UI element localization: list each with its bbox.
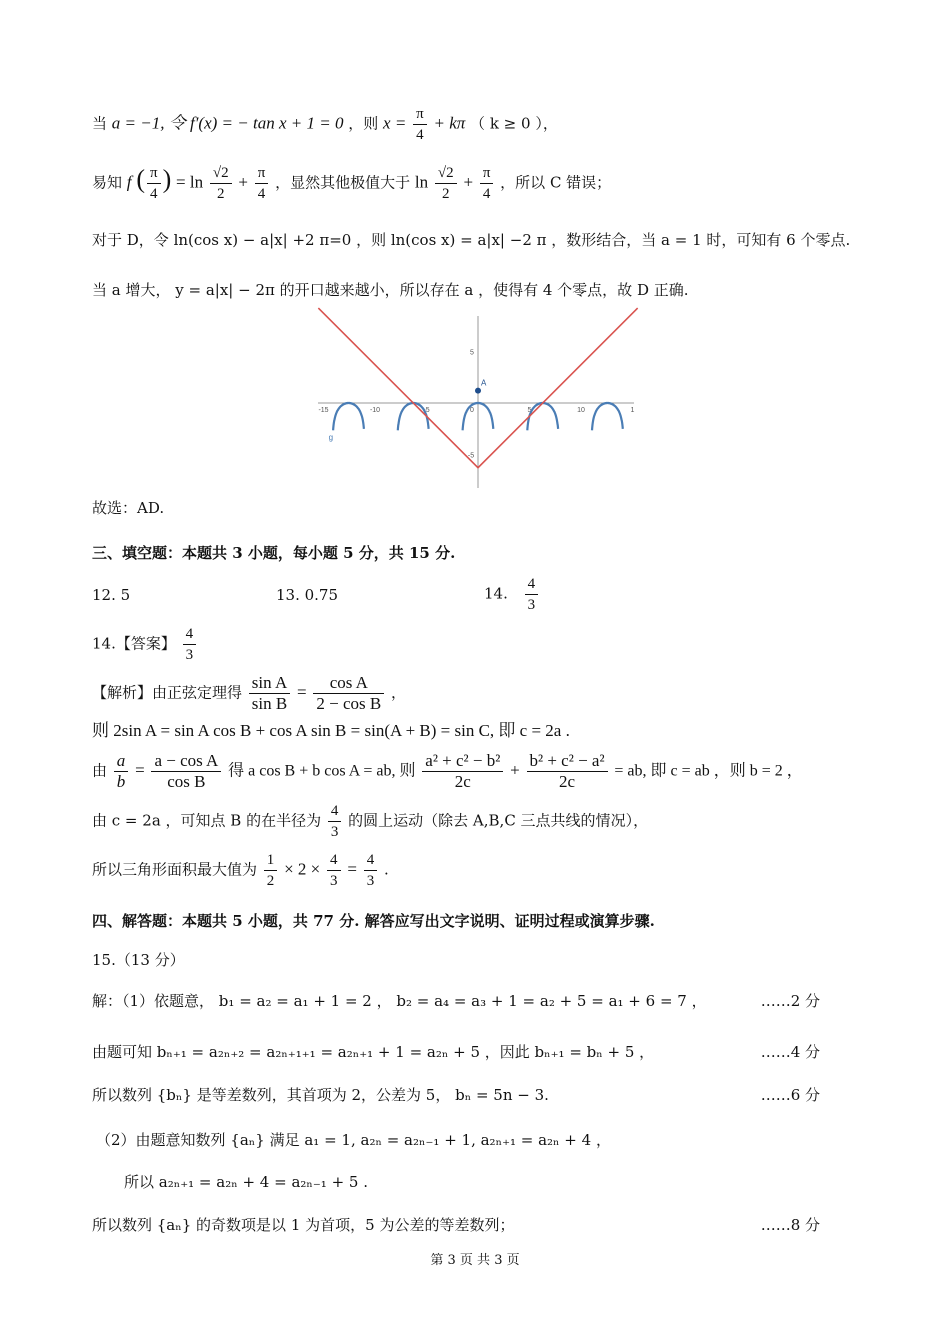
answer-14 xyxy=(484,574,540,615)
numerator: π xyxy=(255,163,269,184)
question-15: 15.（13 分） xyxy=(92,951,185,969)
denominator: 3 xyxy=(527,597,536,613)
x-tick-label: -15 xyxy=(318,407,329,414)
section-title-4: 四、解答题：本题共 5 小题，共 77 分. 解答应写出文字说明、证明过程或演算步骤. xyxy=(92,912,655,930)
text: 由 c = 2a ，可知点 B 的在半径为 xyxy=(92,811,322,830)
text: ，则 xyxy=(348,114,379,133)
curve-g-branch xyxy=(333,403,364,430)
numerator: π xyxy=(413,104,427,125)
numerator: a² + c² − b² xyxy=(422,751,503,772)
page-footer: 第 3 页 共 3 页 xyxy=(430,1253,520,1268)
fraction xyxy=(364,850,378,891)
denominator: sin B xyxy=(251,694,288,713)
solution-line-2: 由题可知 bₙ₊₁ = a₂ₙ₊₂ = a₂ₙ₊₁₊₁ = a₂ₙ₊₁ + 1 = a₂ₙ + 5 ，因此 bₙ₊₁ = bₙ + 5 ， xyxy=(92,1043,655,1061)
text: 易知 xyxy=(92,173,123,192)
text: ，显然其他极值大于 xyxy=(275,173,411,192)
fraction xyxy=(313,673,384,714)
denominator: 2 xyxy=(216,186,225,202)
numerator: cos A xyxy=(313,673,384,694)
fraction xyxy=(422,751,503,792)
fraction xyxy=(255,163,269,204)
numerator: √2 xyxy=(210,163,232,184)
answer-14-heading xyxy=(92,624,198,665)
numerator: 4 xyxy=(364,850,378,871)
denominator: 2c xyxy=(559,772,576,791)
x-tick-label: 10 xyxy=(577,407,585,414)
denominator: 3 xyxy=(185,647,194,663)
denominator: 3 xyxy=(330,873,338,889)
score-mark: ……4 分 xyxy=(760,1043,820,1061)
score-mark: ……6 分 xyxy=(760,1086,820,1104)
text: . xyxy=(383,860,389,879)
solution-line-5: 所以 a₂ₙ₊₁ = a₂ₙ + 4 = a₂ₙ₋₁ + 5 . xyxy=(124,1173,369,1191)
text: （ k ≥ 0 ）， xyxy=(470,114,558,133)
text: 的圆上运动（除去 A,B,C 三点共线的情况）， xyxy=(348,811,649,830)
analysis-line-1 xyxy=(92,673,406,714)
score-mark: ……2 分 xyxy=(760,992,820,1010)
point-a-label: A xyxy=(481,378,487,388)
numerator: 4 xyxy=(525,574,539,595)
y-tick-label: -5 xyxy=(467,452,475,460)
section-title-3: 三、填空题：本题共 3 小题，每小题 5 分，共 15 分. xyxy=(92,544,456,562)
numerator: a − cos A xyxy=(151,751,221,772)
point-a xyxy=(475,388,481,394)
equation: + kπ xyxy=(433,113,466,133)
answer-row xyxy=(92,584,130,606)
solution-line-4: （2）由题意知数列 {aₙ} 满足 a₁ = 1, a₂ₙ = a₂ₙ₋₁ + 1, a₂ₙ₊₁ = a₂ₙ + 4 ， xyxy=(96,1131,611,1149)
plus: + xyxy=(238,172,248,192)
analysis-line-3 xyxy=(92,751,803,792)
text: 所以三角形面积最大值为 xyxy=(92,860,258,879)
fraction xyxy=(480,163,494,204)
equation: f xyxy=(126,172,132,192)
equation: a = −1, 令 f′(x) = − tan x + 1 = 0 xyxy=(111,113,344,133)
x-tick-label: 1 xyxy=(630,407,635,414)
curve-g-label: g xyxy=(328,433,334,443)
fraction xyxy=(147,163,161,204)
line-2 xyxy=(92,163,611,204)
x-tick-label: 5 xyxy=(527,407,532,414)
denominator: 4 xyxy=(257,186,266,202)
numerator: sin A xyxy=(249,673,290,694)
numerator: 4 xyxy=(183,624,197,645)
denominator: 3 xyxy=(366,873,375,889)
denominator: cos B xyxy=(167,772,206,791)
line-4: 当 a 增大， y = a|x| − 2π 的开口越来越小，所以存在 a ，使得有 4 个零点，故 D 正确. xyxy=(92,281,689,299)
denominator: 2 − cos B xyxy=(316,694,382,713)
analysis-line-4 xyxy=(92,801,648,842)
fraction xyxy=(114,751,129,792)
equation: = ln xyxy=(176,172,204,192)
text: 14. xyxy=(484,584,508,603)
equals: = xyxy=(135,760,145,780)
text: ， xyxy=(391,683,407,702)
analysis-line-5 xyxy=(92,850,389,891)
denominator: b xyxy=(116,772,126,791)
line-3: 对于 D，令 ln(cos x) − a|x| +2 π=0 ，则 ln(cos x) = a|x| −2 π ，数形结合，当 a = 1 时，可知有 6 个零点. xyxy=(92,231,851,249)
line-answer-choice: 故选：AD. xyxy=(92,499,165,517)
fraction xyxy=(249,673,290,714)
denominator: 2 xyxy=(266,873,275,889)
denominator: 3 xyxy=(330,824,339,840)
equation: 得 a cos B + b cos A = ab, 则 xyxy=(228,762,416,780)
text: 由 xyxy=(92,761,108,780)
numerator: π xyxy=(147,163,161,184)
fraction xyxy=(327,850,341,891)
fraction xyxy=(183,624,197,665)
line-1 xyxy=(92,104,558,145)
denominator: 4 xyxy=(416,127,424,143)
numerator: b² + c² − a² xyxy=(527,751,608,772)
numerator: 4 xyxy=(327,850,341,871)
equals: = xyxy=(297,682,307,702)
plus: + xyxy=(463,172,474,192)
fraction xyxy=(435,163,457,204)
text: 14.【答案】 xyxy=(92,634,176,653)
equation: x = xyxy=(383,113,407,133)
analysis-line-2: 则 2sin A = sin A cos B + cos A sin B = sin(A + B) = sin C, 即 c = 2a . xyxy=(92,721,570,740)
solution-line-6: 所以数列 {aₙ} 的奇数项是以 1 为首项，5 为公差的等差数列； xyxy=(92,1216,515,1234)
plus: + xyxy=(510,760,520,780)
answer-12: 12. 5 xyxy=(92,586,131,604)
numerator: a xyxy=(114,751,129,772)
fraction xyxy=(413,104,427,145)
numerator: π xyxy=(480,163,494,184)
fraction xyxy=(151,751,221,792)
solution-line-3: 所以数列 {bₙ} 是等差数列，其首项为 2，公差为 5， bₙ = 5n − 3. xyxy=(92,1086,549,1104)
equation: ln xyxy=(414,172,429,192)
fraction xyxy=(525,574,539,615)
score-mark: ……8 分 xyxy=(760,1216,820,1234)
times: × 2 × xyxy=(284,859,321,879)
curve-g-branch xyxy=(527,403,558,430)
paren: ) xyxy=(162,164,172,194)
denominator: 2c xyxy=(454,772,471,791)
x-tick-label: -5 xyxy=(423,407,430,414)
fraction xyxy=(527,751,608,792)
fraction xyxy=(210,163,232,204)
answer-13: 13. 0.75 xyxy=(276,586,339,604)
fraction xyxy=(264,850,278,891)
numerator: √2 xyxy=(435,163,457,184)
function-graph xyxy=(318,316,634,488)
denominator: 4 xyxy=(482,186,491,202)
x-tick-label: -10 xyxy=(369,407,381,414)
text: 【解析】由正弦定理得 xyxy=(92,683,243,702)
numerator: 4 xyxy=(328,801,342,822)
fraction xyxy=(328,801,342,842)
denominator: 4 xyxy=(150,186,158,202)
numerator: 1 xyxy=(264,850,278,871)
text: 当 xyxy=(92,114,108,133)
solution-line-1: 解：（1）依题意， b₁ = a₂ = a₁ + 1 = 2 ， b₂ = a₄ = a₃ + 1 = a₂ + 5 = a₁ + 6 = 7 ， xyxy=(92,992,707,1010)
text: ，所以 C 错误； xyxy=(500,173,612,192)
equals: = xyxy=(347,859,357,879)
paren: ( xyxy=(136,164,145,194)
denominator: 2 xyxy=(442,186,450,202)
y-tick-label: 5 xyxy=(470,349,474,357)
x-tick-label: 0 xyxy=(470,407,474,414)
curve-g-branch xyxy=(592,403,623,430)
equation: = ab, 即 c = ab ，则 b = 2 ， xyxy=(614,762,803,780)
